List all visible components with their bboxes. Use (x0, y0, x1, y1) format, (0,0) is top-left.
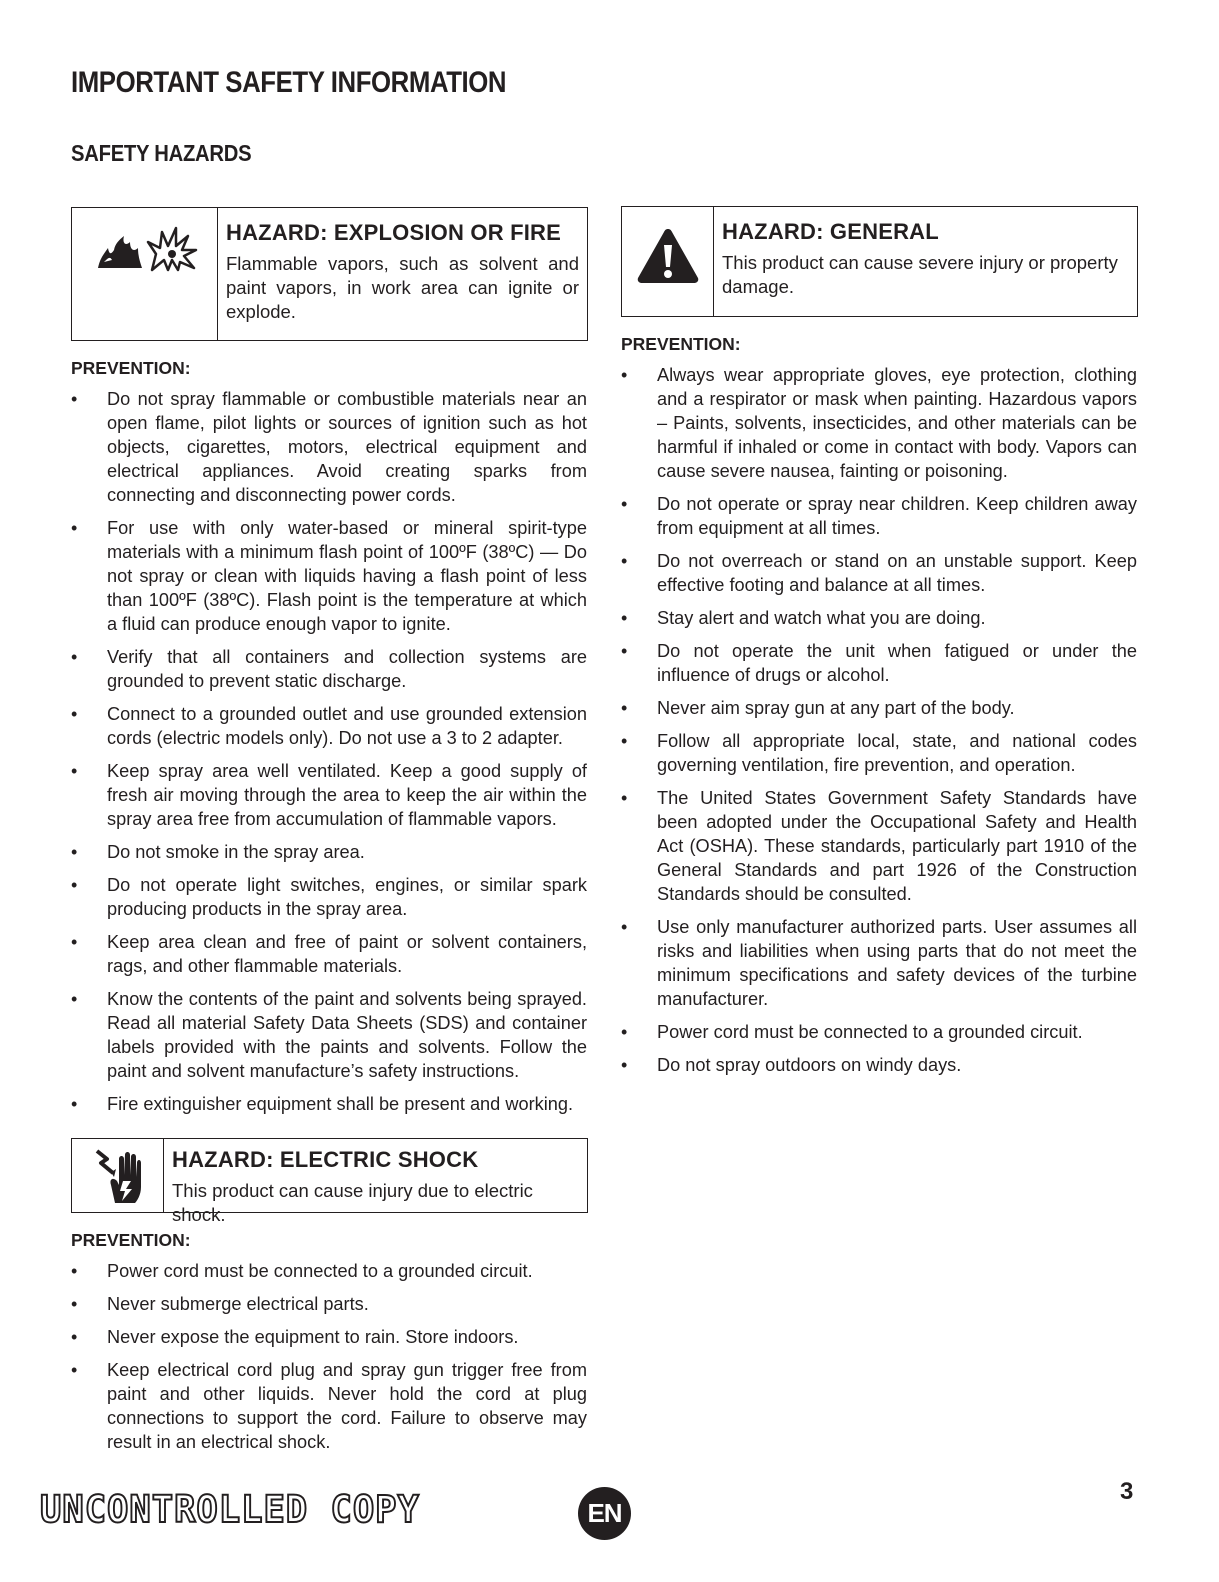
list-item: • Verify that all containers and collection systems are grounded to prevent static discharge. (71, 645, 587, 693)
list-item: • Fire extinguisher equipment shall be present and working. (71, 1092, 587, 1116)
prevention-label: PREVENTION: (71, 1230, 191, 1250)
list-item: • Do not overreach or stand on an unstable support. Keep effective footing and balance at all times. (621, 549, 1137, 597)
hazard-box-general (621, 206, 1138, 317)
page-number: 3 (1120, 1478, 1134, 1505)
hazard-icon-cell (72, 208, 218, 340)
list-item: • Know the contents of the paint and solvents being sprayed. Read all material Safety Data Sheets (SDS) and container labels provided with the paints and solvents. Follow the paint and solvent manufacture’s safety instructions. (71, 987, 587, 1083)
hazard-description: This product can cause severe injury or property damage. (722, 252, 1118, 297)
list-item: • Never aim spray gun at any part of the body. (621, 696, 1137, 720)
hazard-box-explosion (71, 207, 588, 341)
hazard-icon-cell (72, 1139, 164, 1212)
language-badge: EN (578, 1487, 631, 1540)
electric-shock-icon (93, 1145, 143, 1207)
list-item: • Do not operate the unit when fatigued or under the influence of drugs or alcohol. (621, 639, 1137, 687)
general-prevention-list (621, 363, 1137, 1086)
list-item: • Do not smoke in the spray area. (71, 840, 587, 864)
hazard-title: HAZARD: EXPLOSION OR FIRE (226, 220, 562, 245)
prevention-label: PREVENTION: (621, 334, 741, 354)
list-item: • Keep spray area well ventilated. Keep a good supply of fresh air moving through the area to keep the air within the spray area free from accumulation of flammable vapors. (71, 759, 587, 831)
page-title: IMPORTANT SAFETY INFORMATION (71, 66, 507, 99)
fire-explosion-icon (90, 222, 200, 274)
list-item: • Connect to a grounded outlet and use grounded extension cords (electric models only). Do not use a 3 to 2 adapter. (71, 702, 587, 750)
list-item: • Do not operate or spray near children. Keep children away from equipment at all times. (621, 492, 1137, 540)
list-item: • Keep electrical cord plug and spray gun trigger free from paint and other liquids. Never hold the cord at plug connections to support the cord. Failure to observe may result in an electrical shock. (71, 1358, 587, 1454)
list-item: • Do not spray outdoors on windy days. (621, 1053, 1137, 1077)
list-item: • Power cord must be connected to a grounded circuit. (71, 1259, 587, 1283)
hazard-title: HAZARD: ELECTRIC SHOCK (172, 1147, 479, 1172)
hazard-icon-cell (622, 207, 714, 316)
list-item: • Do not spray flammable or combustible materials near an open flame, pilot lights or sources of ignition such as hot objects, cigarettes, motors, electrical equipment and electrical appliances. Avoid creating sparks from connecting and disconnecting power cords. (71, 387, 587, 507)
list-item: • Do not operate light switches, engines, or similar spark producing products in the spray area. (71, 873, 587, 921)
hazard-description: This product can cause injury due to electric shock. (172, 1180, 533, 1225)
hazard-text-cell (714, 207, 1137, 316)
hazard-box-electric (71, 1138, 588, 1225)
list-item: • Use only manufacturer authorized parts. User assumes all risks and liabilities when using parts that do not meet the minimum specifications and safety devices of the turbine manufacturer. (621, 915, 1137, 1011)
list-item: • Always wear appropriate gloves, eye protection, clothing and a respirator or mask when painting. Hazardous vapors – Paints, solvents, insecticides, and other materials can be harmful if inhaled or come in contact with body. Vapors can cause severe nausea, fainting or poisoning. (621, 363, 1137, 483)
hazard-text-cell (218, 208, 587, 340)
list-item: • Power cord must be connected to a grounded circuit. (621, 1020, 1137, 1044)
hazard-title: HAZARD: GENERAL (722, 219, 939, 244)
list-item: • Never submerge electrical parts. (71, 1292, 587, 1316)
list-item: • Keep area clean and free of paint or solvent containers, rags, and other flammable materials. (71, 930, 587, 978)
list-item: • For use with only water-based or mineral spirit-type materials with a minimum flash point of 100ºF (38ºC) — Do not spray or clean with liquids having a flash point of less than 100ºF (38ºC). Flash point is the temperature at which a fluid can produce enough vapor to ignite. (71, 516, 587, 636)
list-item: • Follow all appropriate local, state, and national codes governing ventilation, fire prevention, and operation. (621, 729, 1137, 777)
list-item: • The United States Government Safety Standards have been adopted under the Occupational Safety and Health Act (OSHA). These standards, particularly part 1910 of the General Standards and part 1926 of the Construction Standards should be consulted. (621, 786, 1137, 906)
electric-prevention-list (71, 1259, 587, 1463)
hazard-text-cell (164, 1139, 587, 1225)
list-item: • Stay alert and watch what you are doing. (621, 606, 1137, 630)
uncontrolled-copy-watermark: UNCONTROLLED COPY (40, 1488, 420, 1531)
explosion-prevention-list (71, 387, 587, 1125)
section-title: SAFETY HAZARDS (71, 140, 252, 166)
prevention-label: PREVENTION: (71, 358, 191, 378)
list-item: • Never expose the equipment to rain. Store indoors. (71, 1325, 587, 1349)
hazard-description: Flammable vapors, such as solvent and paint vapors, in work area can ignite or explode. (226, 253, 579, 322)
warning-triangle-icon (635, 225, 701, 285)
